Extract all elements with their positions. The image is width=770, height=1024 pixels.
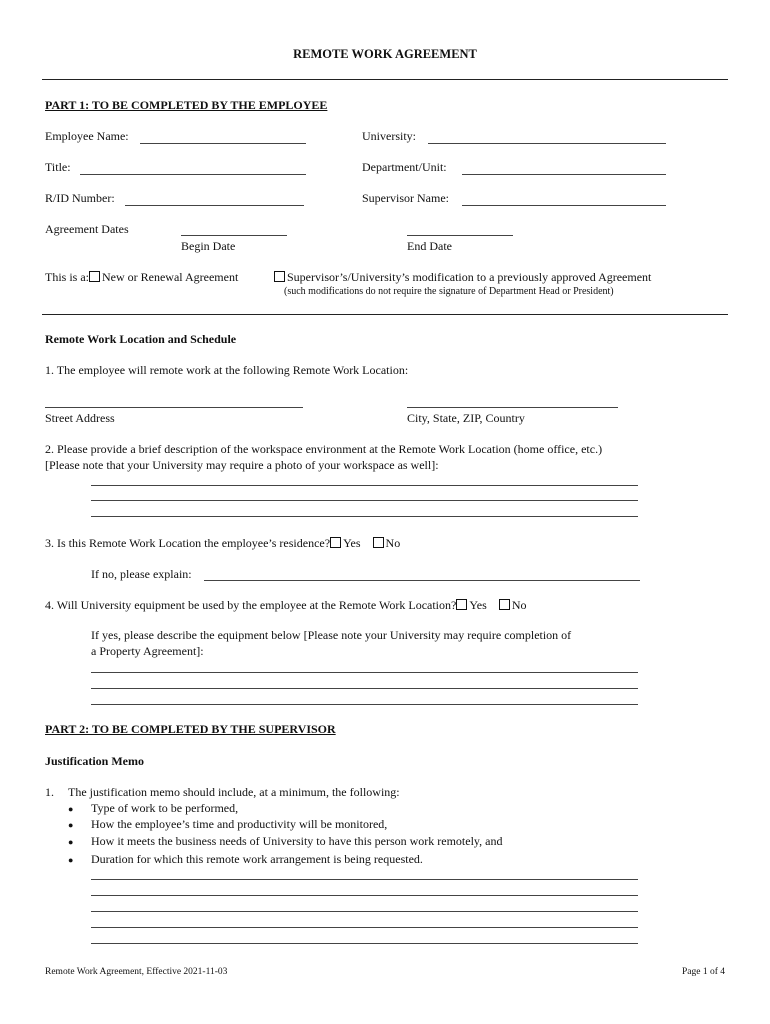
part1-heading: PART 1: TO BE COMPLETED BY THE EMPLOYEE [45, 98, 328, 112]
question-4-note-line1: If yes, please describe the equipment below [Please note your University may require completion of [91, 628, 572, 642]
residence-no-label: No [385, 536, 401, 550]
footer-left: Remote Work Agreement, Effective 2021-11-03 [45, 967, 228, 977]
agreement-dates-label: Agreement Dates [45, 222, 129, 236]
title-label: Title: [45, 160, 71, 174]
memo-bullet-4: Duration for which this remote work arrangement is being requested. [91, 852, 423, 866]
title-divider [42, 79, 728, 80]
memo-line-3[interactable] [91, 911, 638, 912]
memo-number: 1. [45, 785, 54, 799]
begin-date-label: Begin Date [181, 239, 236, 253]
supervisor-field[interactable] [462, 205, 666, 206]
modification-note: (such modifications do not require the signature of Department Head or President) [284, 286, 614, 297]
part2-heading: PART 2: TO BE COMPLETED BY THE SUPERVISOR [45, 722, 336, 736]
workspace-line-3[interactable] [91, 516, 638, 517]
question-1: 1. The employee will remote work at the following Remote Work Location: [45, 363, 409, 377]
department-label: Department/Unit: [362, 160, 447, 174]
residence-yes-checkbox[interactable] [330, 537, 341, 548]
university-field[interactable] [428, 143, 666, 144]
rid-label: R/ID Number: [45, 191, 115, 205]
rid-field[interactable] [125, 205, 304, 206]
question-3-row [45, 536, 400, 551]
equipment-line-1[interactable] [91, 672, 638, 673]
location-heading: Remote Work Location and Schedule [45, 332, 237, 346]
bullet-dot: ● [68, 820, 74, 830]
end-date-field[interactable] [407, 235, 513, 236]
explain-label: If no, please explain: [91, 567, 192, 581]
bullet-dot: ● [68, 804, 74, 814]
bullet-dot: ● [68, 837, 74, 847]
equipment-yes-label: Yes [469, 598, 487, 612]
employee-name-label: Employee Name: [45, 129, 129, 143]
footer-page-number: Page 1 of 4 [681, 967, 725, 977]
question-4-row [45, 598, 526, 613]
equipment-line-2[interactable] [91, 688, 638, 689]
question-2-line1: 2. Please provide a brief description of the workspace environment at the Remote Work Location (home office, etc.) [45, 442, 603, 456]
memo-line-5[interactable] [91, 943, 638, 944]
residence-yes-label: Yes [343, 536, 361, 550]
question-4-note-line2: a Property Agreement]: [91, 644, 204, 658]
memo-line-1[interactable] [91, 879, 638, 880]
city-state-label: City, State, ZIP, Country [407, 411, 525, 425]
equipment-no-checkbox[interactable] [499, 599, 510, 610]
explain-field[interactable] [204, 580, 640, 581]
bullet-dot: ● [68, 855, 74, 865]
street-address-label: Street Address [45, 411, 115, 425]
equipment-line-3[interactable] [91, 704, 638, 705]
employee-name-field[interactable] [140, 143, 306, 144]
question-3: 3. Is this Remote Work Location the employee’s residence? [45, 536, 331, 550]
street-address-field[interactable] [45, 407, 303, 408]
this-is-a-label: This is a: [45, 270, 89, 284]
question-2-line2: [Please note that your University may require a photo of your workspace as well]: [45, 458, 439, 472]
new-agreement-label: New or Renewal Agreement [102, 270, 239, 284]
workspace-line-2[interactable] [91, 500, 638, 501]
memo-heading: Justification Memo [45, 754, 144, 768]
end-date-label: End Date [407, 239, 452, 253]
begin-date-field[interactable] [181, 235, 287, 236]
document-title: REMOTE WORK AGREEMENT [293, 47, 477, 61]
modification-label: Supervisor’s/University’s modification to a previously approved Agreement [287, 270, 652, 284]
city-state-field[interactable] [407, 407, 618, 408]
title-field[interactable] [80, 174, 306, 175]
supervisor-label: Supervisor Name: [362, 191, 449, 205]
department-field[interactable] [462, 174, 666, 175]
workspace-line-1[interactable] [91, 485, 638, 486]
memo-bullet-3: How it meets the business needs of University to have this person work remotely, and [91, 834, 503, 848]
memo-intro: The justification memo should include, at a minimum, the following: [68, 785, 400, 799]
memo-line-2[interactable] [91, 895, 638, 896]
new-agreement-checkbox[interactable] [89, 271, 100, 282]
equipment-no-label: No [511, 598, 527, 612]
modification-row [274, 270, 651, 285]
memo-line-4[interactable] [91, 927, 638, 928]
part1-divider [42, 314, 728, 315]
university-label: University: [362, 129, 416, 143]
agreement-type-row [45, 270, 238, 285]
memo-bullet-2: How the employee’s time and productivity will be monitored, [91, 817, 388, 831]
modification-checkbox[interactable] [274, 271, 285, 282]
memo-bullet-1: Type of work to be performed, [91, 801, 239, 815]
equipment-yes-checkbox[interactable] [456, 599, 467, 610]
residence-no-checkbox[interactable] [373, 537, 384, 548]
question-4: 4. Will University equipment be used by the employee at the Remote Work Location? [45, 598, 457, 612]
